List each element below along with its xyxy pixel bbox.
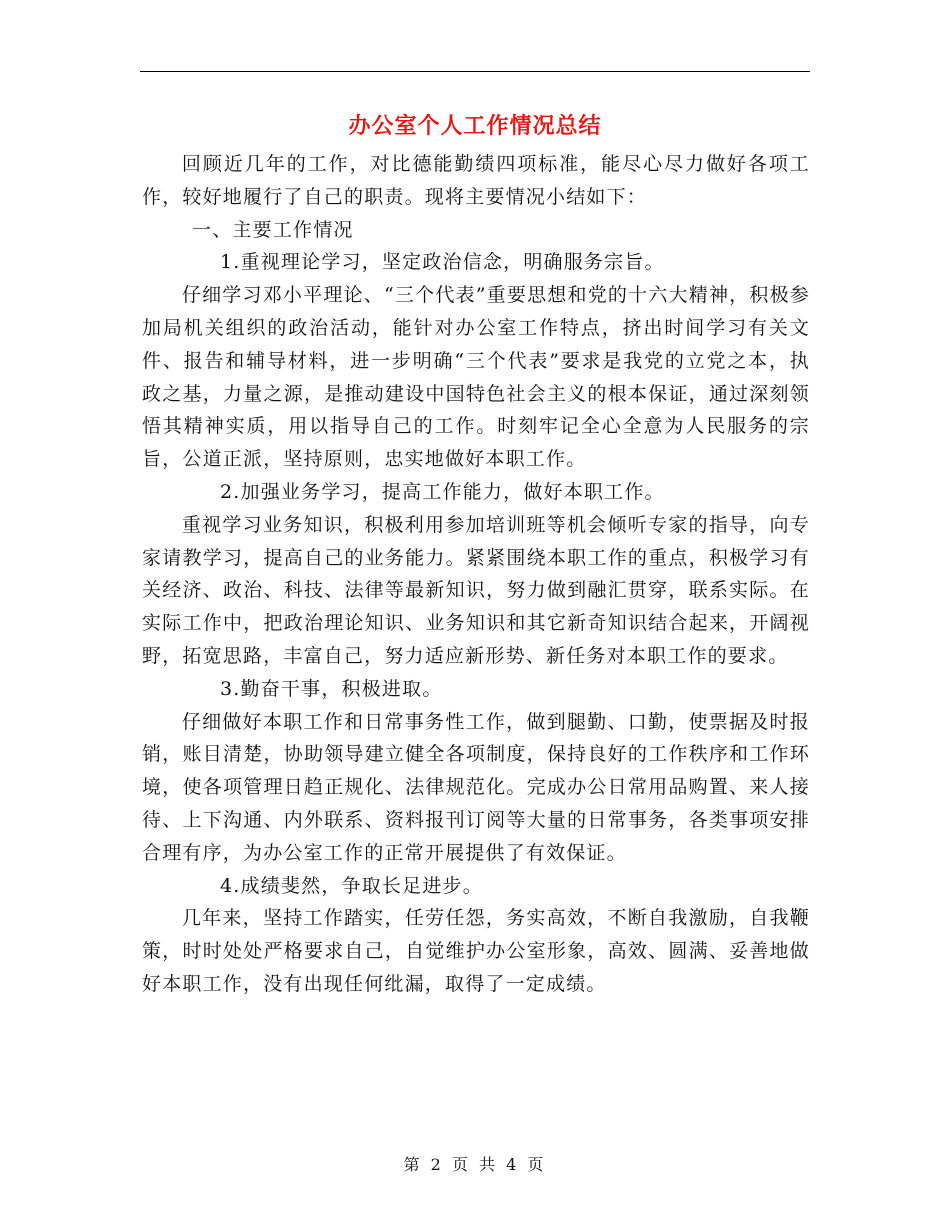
header-rule [140,71,810,72]
section-heading-main-work: 一、主要工作情况 [192,218,354,241]
paragraph-diligence: 仔细做好本职工作和日常事务性工作，做到腿勤、口勤，使票据及时报销，账目清楚，协助领导建立健全各项制度，保持良好的工作秩序和工作环境，使各项管理日趋正规化、法律规范化。完成办公日常用品购置、来人接待、上下沟通、内外联系、资料报刊订阅等大量的日常事务，各类事项安排合理有序，为办公室工作的正常开展提供了有效保证。 [142,710,810,864]
document-title: 办公室个人工作情况总结 [348,113,602,139]
document-body [142,148,810,1001]
paragraph-intro: 回顾近几年的工作，对比德能勤绩四项标准，能尽心尽力做好各项工作，较好地履行了自己的职责。现将主要情况小结如下： [142,153,810,208]
paragraph-business-study: 重视学习业务知识，积极利用参加培训班等机会倾听专家的指导，向专家请教学习，提高自己的业务能力。紧紧围绕本职工作的重点，积极学习有关经济、政治、科技、法律等最新知识，努力做到融汇贯穿，联系实际。在实际工作中，把政治理论知识、业务知识和其它新奇知识结合起来，开阔视野，拓宽思路，丰富自己，努力适应新形势、新任务对本职工作的要求。 [142,513,810,667]
subheading-diligence: 3.勤奋干事，积极进取。 [220,677,443,700]
subheading-theory-study: 1.重视理论学习，坚定政治信念，明确服务宗旨。 [220,251,665,274]
page-number: 第 2 页 共 4 页 [403,1155,547,1174]
paragraph-achievements: 几年来，坚持工作踏实，任劳任怨，务实高效，不断自我激励，自我鞭策，时时处处严格要求自己，自觉维护办公室形象，高效、圆满、妥善地做好本职工作，没有出现任何纰漏，取得了一定成绩。 [142,907,810,995]
subheading-achievements: 4.成绩斐然，争取长足进步。 [220,874,483,897]
paragraph-theory-study: 仔细学习邓小平理论、“三个代表”重要思想和党的十六大精神，积极参加局机关组织的政治活动，能针对办公室工作特点，挤出时间学习有关文件、报告和辅导材料，进一步明确“三个代表”要求是我党的立党之本，执政之基，力量之源，是推动建设中国特色社会主义的根本保证，通过深刻领悟其精神实质，用以指导自己的工作。时刻牢记全心全意为人民服务的宗旨，公道正派，坚持原则，忠实地做好本职工作。 [142,284,810,471]
subheading-business-study: 2.加强业务学习，提高工作能力，做好本职工作。 [220,480,665,503]
